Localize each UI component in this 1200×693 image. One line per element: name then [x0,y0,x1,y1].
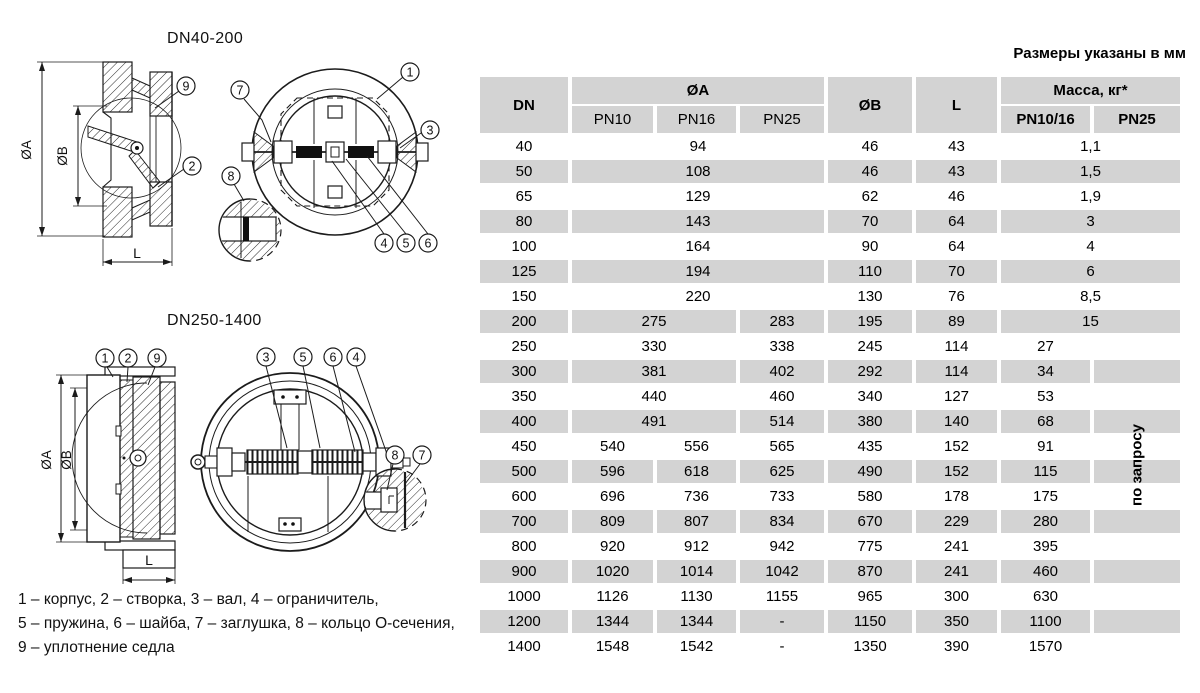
table-cell: 89 [916,310,997,333]
table-cell: 64 [948,238,965,255]
svg-text:9: 9 [153,351,161,366]
table-cell: 4 [1086,238,1095,255]
table-cell: 8,5 [1080,288,1101,305]
table-cell: 229 [916,510,997,533]
table-cell: 330 [641,338,667,355]
table-cell: 130 [857,288,883,305]
table-cell: 194 [572,260,824,283]
table-cell: 140 [916,410,997,433]
table-cell: 34 [1001,360,1090,383]
svg-text:3: 3 [426,123,434,138]
dim-label-l2: L [145,552,153,568]
table-cell: 195 [828,310,912,333]
dn40-dim-ob [55,106,107,206]
table-cell: 108 [572,160,824,183]
table-cell: 809 [572,510,653,533]
table-cell: 402 [740,360,824,383]
table-cell: 6 [1001,260,1180,283]
table-cell: 27 [1037,338,1054,355]
table-cell: 110 [828,260,912,283]
callout-8 [222,167,244,201]
table-cell: 65 [515,188,533,205]
table-cell: 920 [599,538,626,555]
table-cell [1094,385,1180,408]
table-cell: 600 [511,488,537,505]
table-cell: 200 [480,310,568,333]
dimension-table-grid [476,75,1184,660]
table-cell: 150 [511,288,537,305]
col-header-mass-pn1016: PN10/16 [1001,106,1090,133]
svg-text:3: 3 [262,350,270,365]
table-cell: 618 [657,460,736,483]
svg-text:9: 9 [182,79,190,94]
table-row [480,460,1180,483]
table-cell: 164 [685,238,711,255]
table-cell: 736 [683,488,710,505]
table-row [480,435,1180,458]
table-cell: 514 [740,410,824,433]
table-cell: 807 [657,510,736,533]
table-cell: 91 [1037,438,1054,455]
dn250-section-view [39,349,175,584]
table-cell: 395 [1032,538,1059,555]
table-cell: 1126 [596,588,629,605]
svg-text:5: 5 [402,236,410,251]
table-row [480,385,1180,408]
table-cell: 565 [769,438,795,455]
table-cell: 338 [769,338,795,355]
table-cell: 152 [916,460,997,483]
table-cell: 178 [943,488,970,505]
table-cell: 220 [685,288,711,305]
table-cell: 3 [1001,210,1180,233]
svg-text:8: 8 [227,169,235,184]
table-cell [1094,510,1180,533]
table-row [480,610,1180,633]
drawing-dn250-1400 [15,300,445,588]
table-cell: 1150 [828,610,912,633]
table-cell: 1344 [572,610,653,633]
table-cell: 46 [861,138,879,155]
table-cell: - [779,638,785,655]
legend-line-2: 5 – пружина, 6 – шайба, 7 – заглушка, 8 – кольцо О-сечения, [18,615,455,632]
table-row [480,560,1180,583]
col-header-dn: DN [480,77,568,133]
col-header-oa: ØA [572,77,824,104]
dimension-table [476,75,1184,660]
table-cell: 400 [480,410,568,433]
table-cell: 127 [943,388,970,405]
table-cell: 556 [683,438,710,455]
table-cell: 800 [511,538,537,555]
dim-label-ob2: ØB [59,450,74,470]
table-cell: 1130 [680,588,713,605]
table-row [480,210,1180,233]
table-cell: 76 [948,288,965,305]
drawing1-title: DN40-200 [167,30,244,47]
table-cell: 700 [480,510,568,533]
svg-text:6: 6 [329,350,337,365]
table-cell: 1,5 [1001,160,1180,183]
table-cell: 94 [689,138,707,155]
table-cell: 1344 [657,610,736,633]
dn250-dim-ob [59,388,87,530]
table-cell: 114 [916,360,997,383]
table-row [480,185,1180,208]
table-row [480,310,1180,333]
table-cell [1094,610,1180,633]
table-cell: 283 [740,310,824,333]
table-cell: 53 [1037,388,1054,405]
table-cell: 500 [480,460,568,483]
table-cell: 68 [1001,410,1090,433]
parts-legend [18,588,455,660]
table-cell: 1,1 [1080,138,1101,155]
svg-text:2: 2 [188,159,196,174]
col-header-mass-pn25: PN25 [1094,106,1180,133]
table-row [480,485,1180,508]
table-cell [1094,335,1180,358]
table-cell: 62 [861,188,879,205]
svg-text:5: 5 [299,350,307,365]
table-cell: 241 [943,538,970,555]
dn40-section-view [19,62,201,266]
table-cell: 870 [828,560,912,583]
callout-1 [377,63,419,99]
on-request-note: по запросу [1128,424,1146,506]
table-cell: 250 [511,338,537,355]
col-header-l: L [916,77,997,133]
dim-label-l: L [133,245,141,261]
table-cell: 241 [916,560,997,583]
table-cell: 15 [1001,310,1180,333]
table-cell: 64 [916,210,997,233]
table-cell: 46 [948,188,965,205]
table-cell: 1400 [507,638,541,655]
col-header-pn10: PN10 [572,106,653,133]
table-cell [1094,585,1180,608]
svg-text:7: 7 [236,83,244,98]
table-cell: 1,9 [1080,188,1101,205]
table-cell: 300 [480,360,568,383]
table-cell [1094,360,1180,383]
table-cell: 1350 [853,638,887,655]
units-note: Размеры указаны в мм [1013,45,1186,62]
table-cell: - [740,610,824,633]
svg-text:4: 4 [352,350,360,365]
table-row [480,410,1180,433]
table-cell: 580 [857,488,883,505]
table-cell: 912 [683,538,710,555]
table-row [480,335,1180,358]
table-cell: 70 [916,260,997,283]
table-cell: 540 [599,438,626,455]
table-cell: 152 [943,438,970,455]
table-row [480,535,1180,558]
svg-text:8: 8 [391,448,399,463]
table-cell: 733 [769,488,795,505]
table-cell: 46 [828,160,912,183]
table-cell: 965 [857,588,883,605]
drawing-dn40-200 [15,20,449,272]
svg-text:2: 2 [124,351,132,366]
table-cell: 1000 [507,588,541,605]
table-cell [1094,535,1180,558]
dimension-table-body [480,135,1180,658]
table-cell: 1542 [679,638,714,655]
table-cell: 1042 [740,560,824,583]
table-row [480,510,1180,533]
table-cell: 143 [572,210,824,233]
col-header-mass: Масса, кг* [1001,77,1180,104]
table-cell: 380 [828,410,912,433]
table-cell: 900 [480,560,568,583]
table-row [480,585,1180,608]
table-row [480,260,1180,283]
svg-text:1: 1 [101,351,109,366]
table-cell: 50 [480,160,568,183]
drawing2-title: DN250-1400 [167,312,262,329]
table-row [480,135,1180,158]
table-cell: 245 [857,338,883,355]
table-cell: 350 [511,388,537,405]
table-row [480,285,1180,308]
table-cell: 460 [769,388,795,405]
table-cell: 43 [948,138,965,155]
table-cell: 100 [511,238,537,255]
table-cell: 491 [572,410,736,433]
table-cell: 440 [641,388,667,405]
svg-text:1: 1 [406,65,414,80]
dim-label-oa2: ØA [39,450,54,470]
table-cell: 1570 [1028,638,1063,655]
table-cell: 696 [599,488,626,505]
table-cell: 80 [480,210,568,233]
table-cell: 460 [1001,560,1090,583]
table-cell: 129 [685,188,711,205]
col-header-pn16: PN16 [657,106,736,133]
table-cell [1094,635,1180,658]
table-cell: 1155 [765,588,799,605]
table-cell: 1014 [657,560,736,583]
table-cell [1094,560,1180,583]
table-cell: 125 [480,260,568,283]
table-cell: 1548 [595,638,630,655]
table-cell: 834 [740,510,824,533]
col-header-pn25: PN25 [740,106,824,133]
dim-label-oa: ØA [19,140,34,160]
table-cell: 630 [1032,588,1059,605]
table-cell: 175 [1032,488,1059,505]
table-cell: 115 [1001,460,1090,483]
table-cell: 596 [572,460,653,483]
callout-7 [231,81,271,142]
table-cell: 70 [828,210,912,233]
table-row [480,635,1180,658]
table-cell: 340 [857,388,883,405]
table-cell: 90 [861,238,879,255]
dn40-detail-view [218,167,281,261]
table-cell: 40 [515,138,533,155]
table-cell: 280 [1001,510,1090,533]
table-cell: 43 [916,160,997,183]
table-cell: 942 [769,538,795,555]
legend-line-3: 9 – уплотнение седла [18,639,175,656]
table-cell: 275 [572,310,736,333]
svg-text:7: 7 [418,448,426,463]
table-row [480,360,1180,383]
dim-label-ob: ØB [55,146,70,166]
table-cell: 381 [572,360,736,383]
table-row [480,235,1180,258]
table-cell: 292 [828,360,912,383]
table-cell: 1020 [572,560,653,583]
table-cell: 490 [828,460,912,483]
table-cell: 114 [944,338,969,355]
table-cell: 300 [943,588,970,605]
col-header-ob: ØB [828,77,912,133]
table-cell: 670 [828,510,912,533]
legend-line-1: 1 – корпус, 2 – створка, 3 – вал, 4 – ограничитель, [18,591,379,608]
svg-text:6: 6 [424,236,432,251]
table-cell: 435 [857,438,883,455]
table-cell: 775 [857,538,883,555]
table-row [480,160,1180,183]
table-cell: 625 [740,460,824,483]
table-cell: 350 [916,610,997,633]
table-cell: 390 [943,638,970,655]
table-cell: 450 [511,438,537,455]
table-cell: 1200 [480,610,568,633]
svg-text:4: 4 [380,236,388,251]
table-cell: 1100 [1001,610,1090,633]
